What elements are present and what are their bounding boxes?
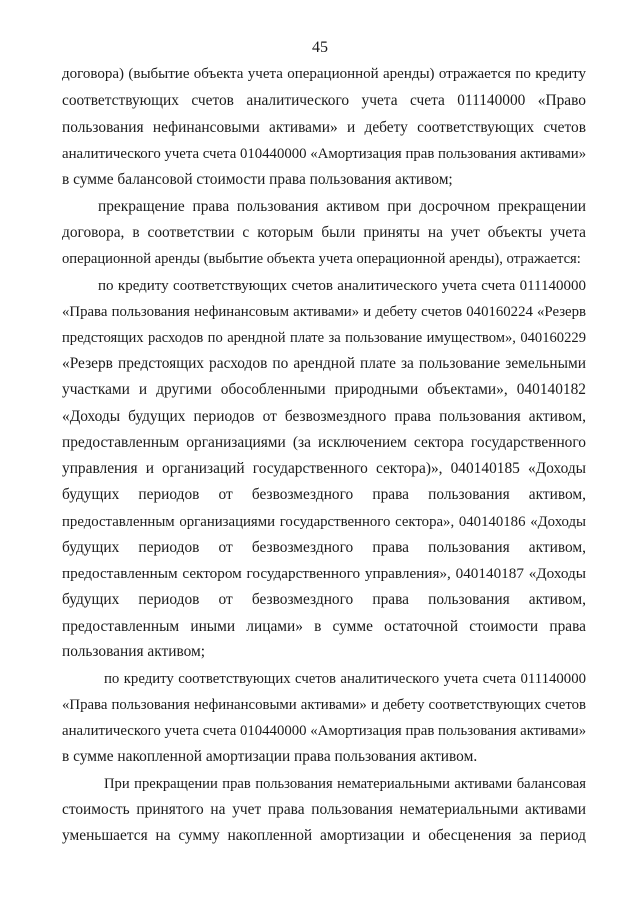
text-line: управления и организаций государственного сектора)», 040140185 «Доходы [62, 460, 586, 477]
text-line: по кредиту соответствующих счетов аналитического учета счета 011140000 [104, 671, 586, 687]
text-line: предоставленным организациями (за исключением сектора государственного [62, 434, 586, 451]
text-line: предоставленным сектором государственного управления», 040140187 «Доходы [62, 565, 586, 582]
text-line: уменьшается на сумму накопленной амортизации и обесценения за период [62, 827, 586, 844]
text-line: участками и другими обособленными природными объектами», 040140182 [62, 381, 586, 398]
text-line: стоимость принятого на учет права пользования нематериальными активами [62, 801, 586, 818]
text-line: в сумме накопленной амортизации права пользования активом. [62, 748, 478, 765]
text-line: соответствующих счетов аналитического учета счета 011140000 «Право [62, 92, 586, 109]
text-line: в сумме балансовой стоимости права пользования активом; [62, 171, 453, 188]
text-line: по кредиту соответствующих счетов аналитического учета счета 011140000 [98, 278, 586, 294]
text-line: «Права пользования нефинансовым активами» и дебету счетов 040160224 «Резерв [62, 304, 586, 320]
text-line: договора, в соответствии с которым были приняты на учет объекты учета [62, 224, 586, 241]
text-line: предстоящих расходов по арендной плате за пользование имуществом», 040160229 [62, 330, 586, 346]
text-line: «Права пользования нефинансовыми активами» и дебету соответствующих счетов [62, 697, 586, 713]
page-number: 45 [312, 39, 328, 56]
text-line: «Доходы будущих периодов от безвозмездного права пользования активом, [62, 408, 586, 425]
text-line: будущих периодов от безвозмездного права пользования активом, [62, 591, 586, 608]
text-line: прекращение права пользования активом при досрочном прекращении [98, 198, 586, 215]
text-line: аналитического учета счета 010440000 «Амортизация прав пользования активами» [62, 146, 586, 162]
text-line: операционной аренды (выбытие объекта учета операционной аренды), отражается: [62, 251, 581, 267]
text-line: предоставленным иными лицами» в сумме остаточной стоимости права [62, 618, 586, 635]
text-line: будущих периодов от безвозмездного права пользования активом, [62, 486, 586, 503]
text-line: пользования нефинансовыми активами» и дебету соответствующих счетов [62, 119, 586, 136]
text-line: договора) (выбытие объекта учета операционной аренды) отражается по кредиту [62, 66, 586, 82]
text-line: аналитического учета счета 010440000 «Амортизация прав пользования активами» [62, 723, 586, 739]
text-line: «Резерв предстоящих расходов по арендной плате за пользование земельными [62, 355, 586, 372]
text-line: пользования активом; [62, 643, 206, 660]
text-line: При прекращении прав пользования нематериальными активами балансовая [104, 776, 586, 792]
text-line: предоставленным организациями государственного сектора», 040140186 «Доходы [62, 514, 586, 530]
text-line: будущих периодов от безвозмездного права пользования активом, [62, 539, 586, 556]
